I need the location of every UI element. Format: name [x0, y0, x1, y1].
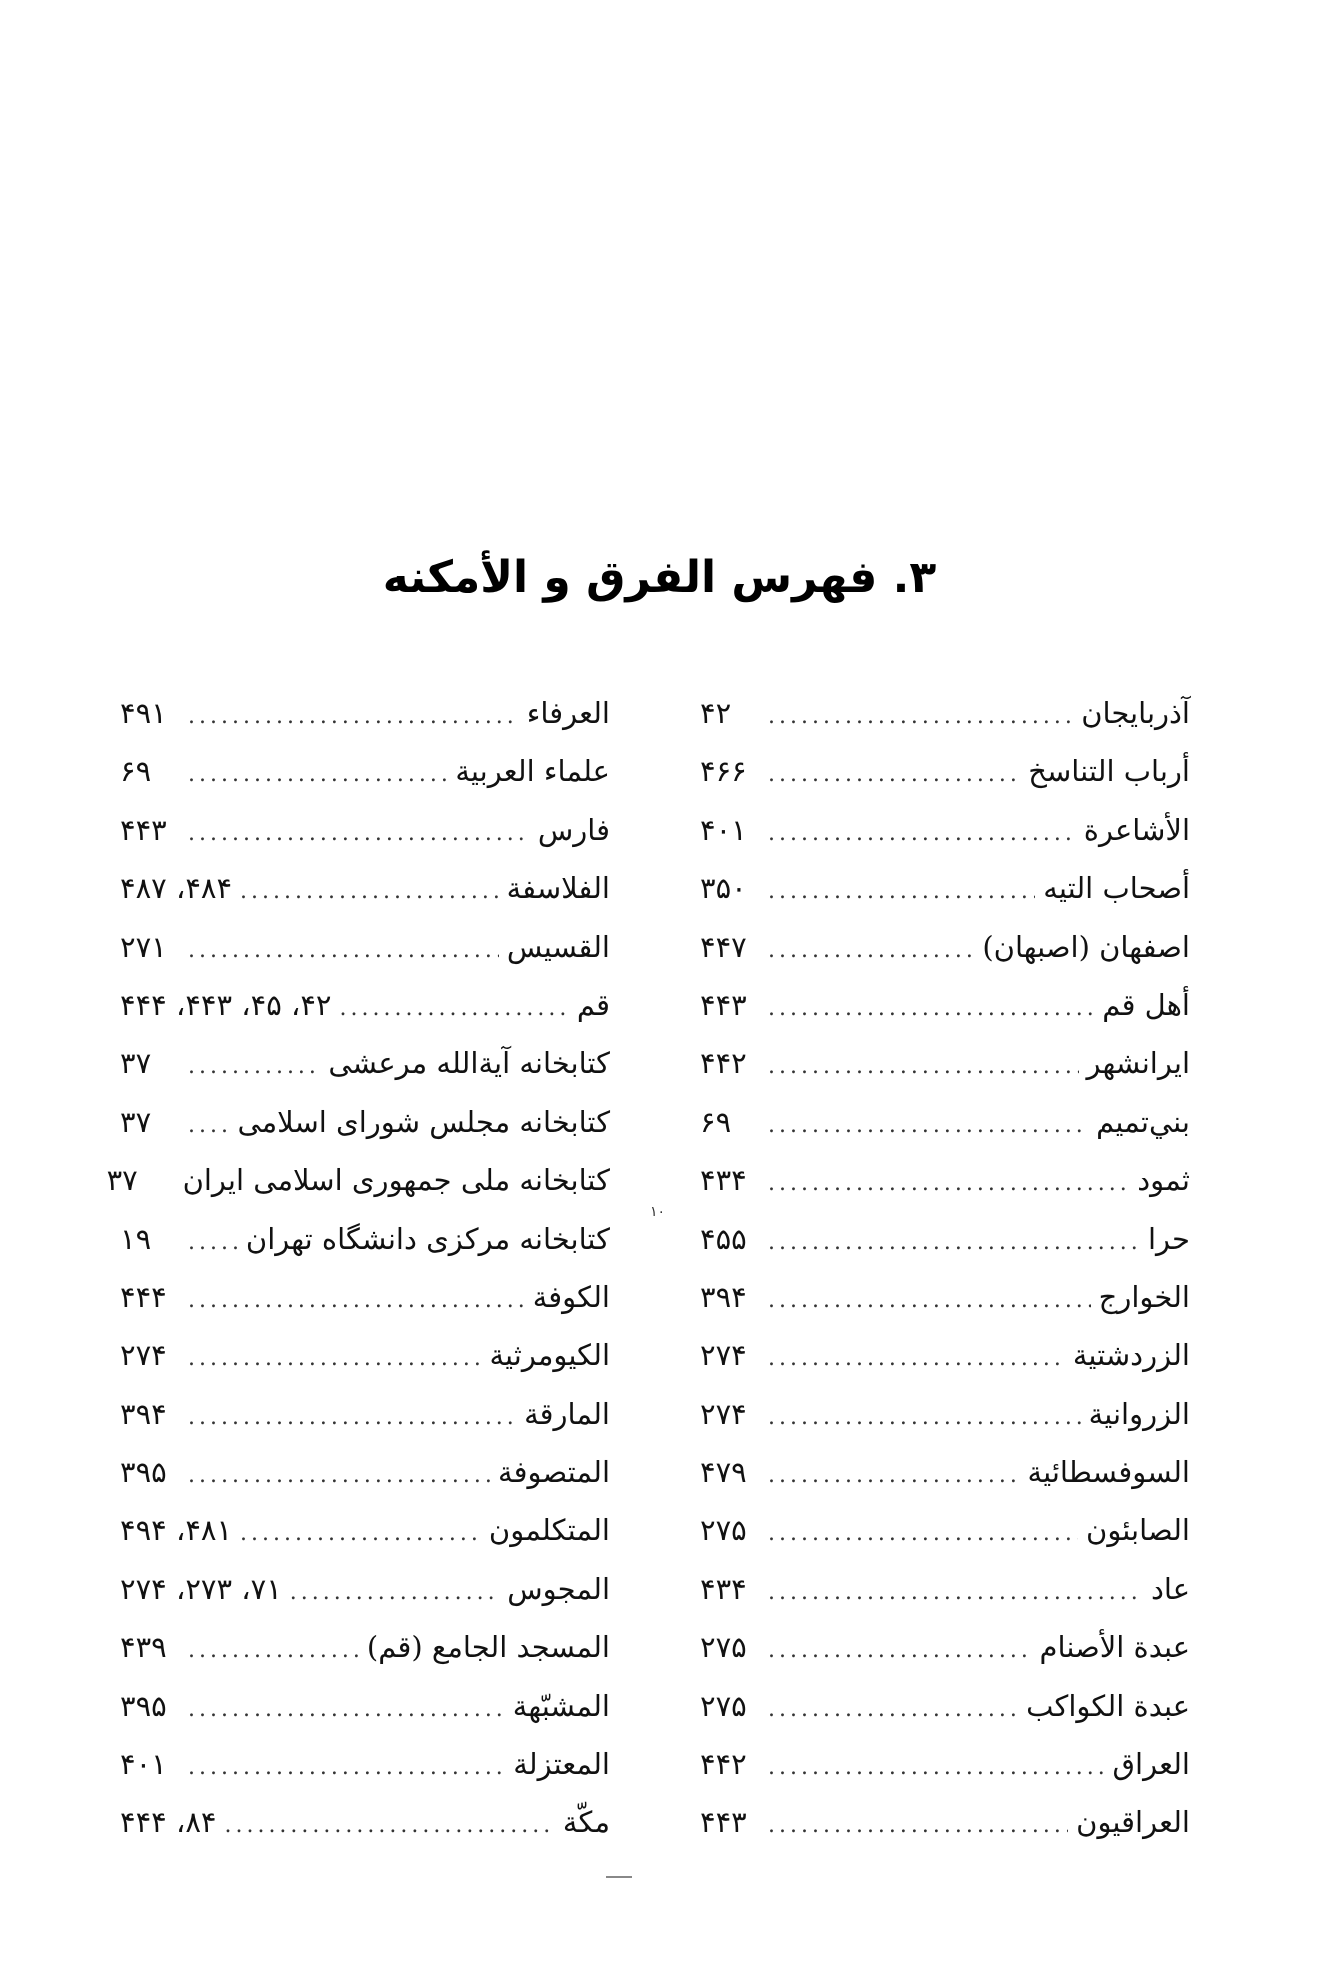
entry-name: بني‌تميم [1096, 1104, 1190, 1139]
leader-dots [768, 688, 1073, 746]
index-entry [106, 1151, 610, 1209]
leader-dots [768, 1564, 1143, 1622]
leader-dots [188, 688, 519, 746]
entry-name: الصابئون [1086, 1513, 1190, 1548]
leader-dots [768, 1155, 1129, 1213]
entry-pages: ۴۸۴، ۴۸۷ [120, 871, 233, 906]
entry-pages: ۲۷۴ [700, 1338, 747, 1373]
leader-dots [340, 980, 569, 1038]
entry-name: القسيس [506, 929, 610, 964]
footer-rule [606, 1876, 632, 1878]
index-entry [120, 684, 610, 742]
leader-dots [768, 1389, 1081, 1447]
entry-pages: ۲۷۵ [700, 1688, 747, 1723]
entry-name: مكّة [562, 1805, 610, 1840]
entry-pages: ۳۹۴ [700, 1279, 747, 1314]
entry-name: الخوارج [1098, 1279, 1190, 1314]
index-column-left [106, 684, 610, 1852]
page-title: ۳. فهرس الفرق و الأمكنه [382, 552, 937, 603]
entry-pages: ۴۷۹ [700, 1455, 747, 1490]
leader-dots [188, 1038, 320, 1096]
entry-name: السوفسطائية [1027, 1455, 1190, 1490]
leader-dots [768, 1447, 1020, 1505]
entry-pages: ۸۴، ۴۴۴ [120, 1805, 217, 1840]
entry-pages: ۲۷۴ [120, 1338, 167, 1373]
leader-dots [188, 1389, 516, 1447]
leader-dots [768, 1622, 1032, 1680]
entry-name: المارقة [524, 1396, 610, 1431]
entry-name: الزردشتية [1072, 1338, 1190, 1373]
entry-pages: ۴۳۹ [120, 1630, 167, 1665]
entry-pages: ۱۹ [120, 1221, 152, 1256]
index-entry [120, 1735, 610, 1793]
entry-pages: ۴۵۵ [700, 1221, 747, 1256]
entry-pages: ۴۶۶ [700, 754, 747, 789]
entry-pages: ۴۳۴ [700, 1571, 747, 1606]
index-entry [700, 1793, 1190, 1851]
index-entry [120, 1034, 610, 1092]
index-entry [700, 1618, 1190, 1676]
entry-pages: ۳۹۵ [120, 1688, 167, 1723]
entry-pages: ۴۴۷ [700, 929, 747, 964]
index-entry [120, 1560, 610, 1618]
entry-pages: ۳۷ [120, 1104, 152, 1139]
entry-pages: ۴۲، ۴۵، ۴۴۳، ۴۴۴ [120, 987, 332, 1022]
index-entry [120, 1618, 610, 1676]
index-entry [700, 1735, 1190, 1793]
entry-name: الكوفة [532, 1279, 610, 1314]
leader-dots [188, 1622, 359, 1680]
leader-dots [188, 922, 499, 980]
entry-pages: ۳۹۵ [120, 1455, 167, 1490]
entry-name: الكيومرثية [489, 1338, 610, 1373]
entry-pages: ۴۴۳ [700, 1805, 747, 1840]
index-entry [700, 918, 1190, 976]
index-entry [700, 859, 1190, 917]
entry-pages: ۷۱، ۲۷۳، ۲۷۴ [120, 1571, 282, 1606]
leader-dots [768, 805, 1076, 863]
entry-name: كتابخانه ملى جمهورى اسلامى ايران [182, 1163, 610, 1198]
entry-name: المشبّهة [512, 1688, 610, 1723]
index-entry [120, 918, 610, 976]
entry-name: العراقيون [1076, 1805, 1190, 1840]
index-entry [120, 859, 610, 917]
leader-dots [188, 746, 447, 804]
leader-dots [768, 1739, 1105, 1797]
leader-dots [768, 1272, 1091, 1330]
entry-name: علماء العربية [455, 754, 610, 789]
leader-dots [768, 1681, 1018, 1739]
entry-pages: ۴۹۱ [120, 696, 167, 730]
index-entry [700, 1210, 1190, 1268]
index-entry [700, 742, 1190, 800]
entry-name: حرا [1148, 1221, 1190, 1256]
entry-name: عبدة الأصنام [1039, 1630, 1190, 1665]
entry-name: عاد [1150, 1571, 1190, 1606]
index-entry [700, 801, 1190, 859]
entry-name: اصفهان (اصبهان) [982, 929, 1190, 964]
entry-pages: ۴۴۲ [700, 1046, 747, 1081]
index-entry [120, 1677, 610, 1735]
entry-name: كتابخانه مجلس شوراى اسلامى [237, 1104, 610, 1139]
index-entry [120, 1268, 610, 1326]
index-entry [120, 1326, 610, 1384]
entry-pages: ۴۳۴ [700, 1163, 747, 1198]
leader-dots [290, 1564, 499, 1622]
entry-pages: ۶۹ [700, 1104, 732, 1139]
entry-pages: ۳۹۴ [120, 1396, 167, 1431]
entry-name: المسجد الجامع (قم) [366, 1630, 610, 1665]
leader-dots [224, 1797, 554, 1855]
entry-pages: ۴۴۳ [120, 812, 167, 847]
leader-dots [188, 1097, 229, 1155]
entry-pages: ۴۸۱، ۴۹۴ [120, 1513, 233, 1548]
entry-name: عبدة الكواكب [1026, 1688, 1190, 1723]
index-entry [120, 1093, 610, 1151]
entry-name: العرفاء [526, 696, 610, 730]
leader-dots [768, 1214, 1140, 1272]
entry-name: ثمود [1137, 1163, 1190, 1198]
entry-name: أهل قم [1102, 987, 1190, 1022]
index-entry [700, 1443, 1190, 1501]
index-entry [700, 1151, 1190, 1209]
leader-dots [188, 1681, 505, 1739]
leader-dots [768, 1330, 1065, 1388]
index-entry [120, 976, 610, 1034]
leader-dots [768, 980, 1094, 1038]
index-entry [700, 1385, 1190, 1443]
index-column-right [700, 684, 1190, 1852]
index-entry [700, 1501, 1190, 1559]
entry-name: كتابخانه مركزى دانشگاه تهران [245, 1221, 610, 1256]
entry-name: فارس [537, 812, 610, 847]
index-entry [700, 1677, 1190, 1735]
entry-name: آذربايجان [1081, 696, 1190, 730]
index-entry [700, 976, 1190, 1034]
entry-pages: ۳۷ [106, 1163, 138, 1198]
leader-dots [188, 1272, 525, 1330]
entry-name: المعتزلة [513, 1747, 610, 1782]
index-entry [120, 801, 610, 859]
index-entry [120, 1501, 610, 1559]
index-entry [700, 1560, 1190, 1618]
entry-name: المتكلمون [488, 1513, 610, 1548]
entry-name: الفلاسفة [506, 871, 610, 906]
leader-dots [768, 1038, 1079, 1096]
entry-name: الأشاعرة [1083, 812, 1190, 847]
entry-pages: ۲۷۵ [700, 1513, 747, 1548]
leader-dots [188, 1447, 490, 1505]
entry-name: المجوس [507, 1571, 610, 1606]
leader-dots [768, 746, 1020, 804]
entry-pages: ۲۷۵ [700, 1630, 747, 1665]
index-entry [120, 1793, 610, 1851]
entry-name: الزروانية [1088, 1396, 1190, 1431]
entry-pages: ۶۹ [120, 754, 152, 789]
leader-dots [188, 1330, 481, 1388]
entry-name: العراق [1112, 1747, 1190, 1782]
index-entry [120, 1443, 610, 1501]
leader-dots [240, 863, 499, 921]
leader-dots [188, 1739, 505, 1797]
entry-pages: ۴۲ [700, 696, 732, 730]
entry-pages: ۴۴۲ [700, 1747, 747, 1782]
leader-dots [768, 1797, 1068, 1855]
index-entry [120, 742, 610, 800]
entry-pages: ۲۷۴ [700, 1396, 747, 1431]
entry-name: أرباب التناسخ [1028, 754, 1190, 789]
index-entry [700, 1268, 1190, 1326]
entry-name: كتابخانه آية‌الله مرعشى [328, 1046, 610, 1081]
index-entry [700, 684, 1190, 742]
leader-dots [768, 922, 974, 980]
index-entry [700, 1326, 1190, 1384]
entry-pages: ۲۷۱ [120, 929, 167, 964]
entry-name: قم [576, 987, 610, 1022]
leader-dots [188, 1214, 238, 1272]
entry-pages: ۴۴۴ [120, 1279, 167, 1314]
leader-dots [240, 1505, 481, 1563]
leader-dots [768, 1505, 1078, 1563]
entry-name: المتصوفة [498, 1455, 610, 1490]
index-entry [700, 1093, 1190, 1151]
leader-dots [768, 1097, 1088, 1155]
index-entry [120, 1385, 610, 1443]
entry-pages: ۳۷ [120, 1046, 152, 1081]
leader-dots [188, 805, 530, 863]
index-entry [120, 1210, 610, 1268]
entry-name: ايرانشهر [1086, 1046, 1190, 1081]
margin-mark: ۱۰ [650, 1204, 666, 1220]
entry-pages: ۳۵۰ [700, 871, 747, 906]
entry-pages: ۴۴۳ [700, 987, 747, 1022]
entry-name: أصحاب التيه [1043, 871, 1190, 906]
entry-pages: ۴۰۱ [120, 1747, 167, 1782]
leader-dots [768, 863, 1035, 921]
entry-pages: ۴۰۱ [700, 812, 747, 847]
index-entry [700, 1034, 1190, 1092]
